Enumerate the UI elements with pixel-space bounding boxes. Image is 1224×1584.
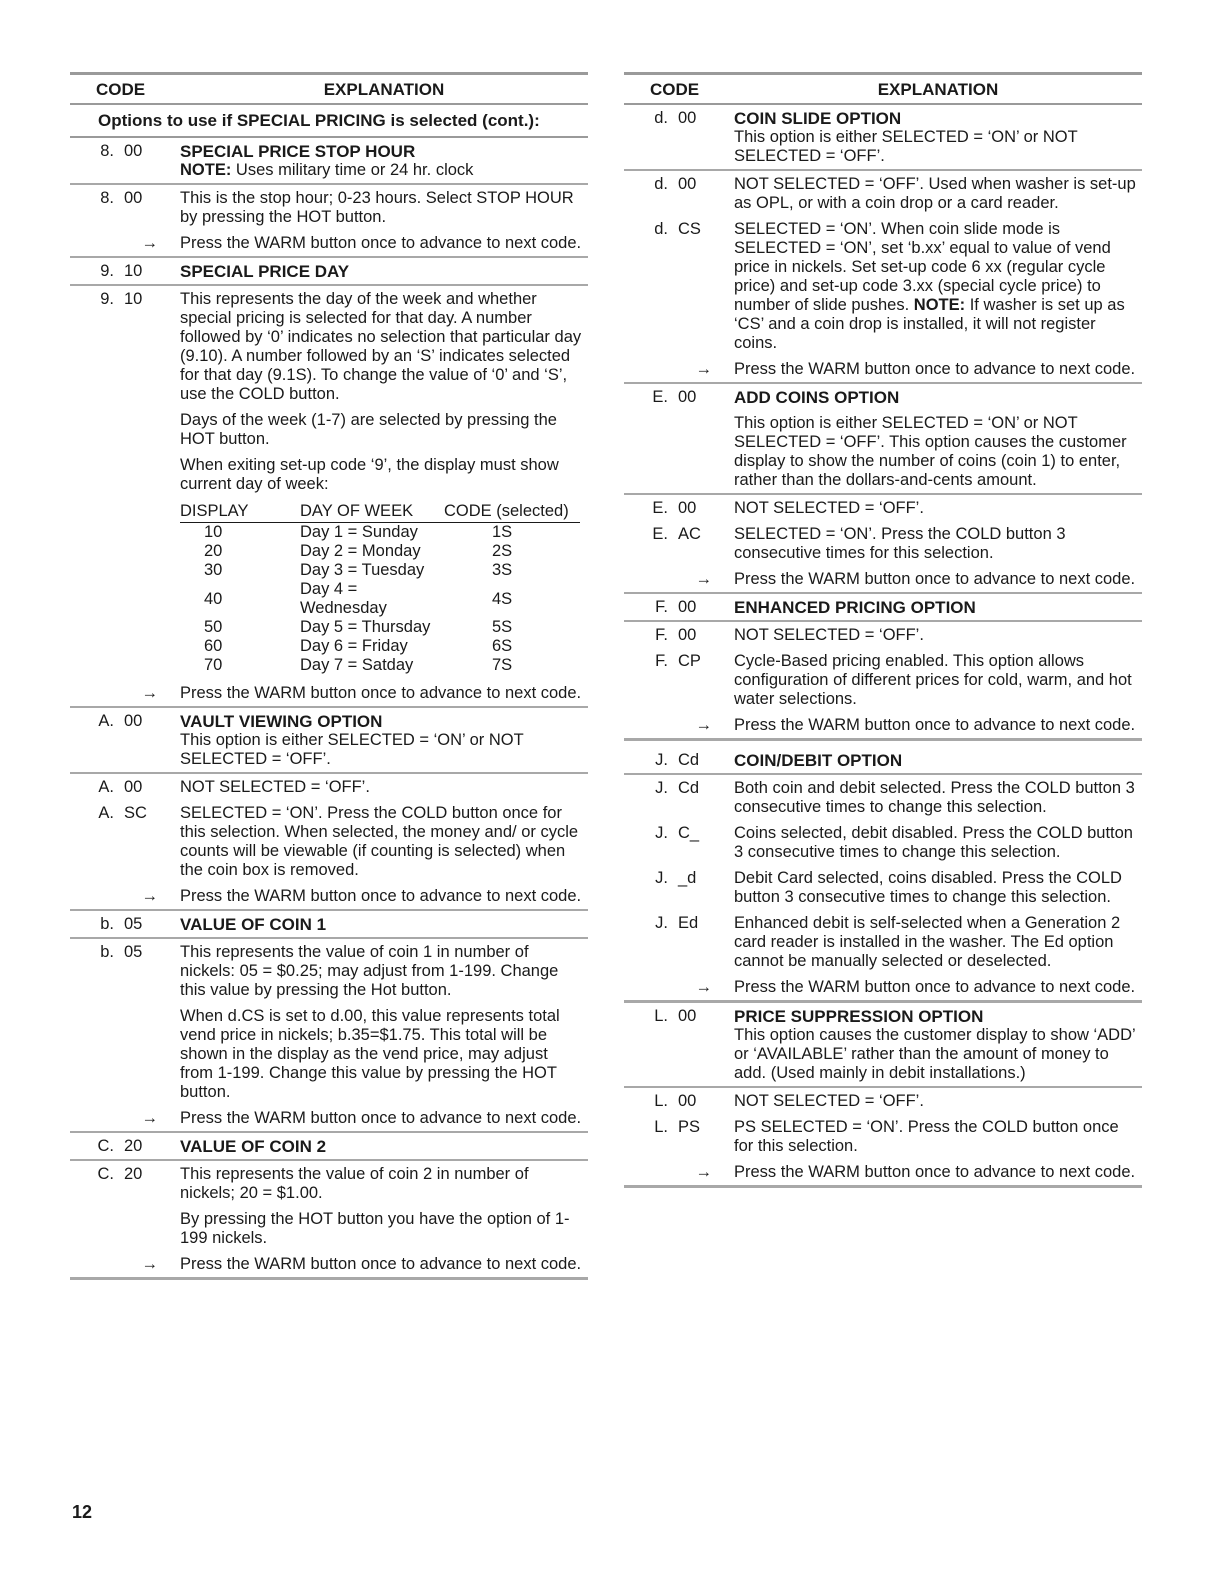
code-value: Ed xyxy=(678,914,699,932)
code-letter: b. xyxy=(100,943,114,961)
table-row: 60 Day 6 = Friday 6S xyxy=(204,637,513,655)
code-value: 00 xyxy=(124,712,143,730)
code-letter: 9. xyxy=(100,262,114,280)
slide-cs-text: SELECTED = ‘ON’. When coin slide mode is SELECTED = ‘ON’, set ‘b.xx’ equal to value of vend price in nickels. Set set-up code 6 xx (regular cycle price) and set-up code 3.xx (special cycle price) to number of slide pushes. xyxy=(734,220,1111,314)
coin1-title-block xyxy=(70,911,588,939)
enhanced-pricing-title-block xyxy=(624,594,1142,622)
arrow-icon: → xyxy=(141,1255,158,1273)
table-row: 40 Day 4 = Wednesday 4S xyxy=(204,580,513,617)
supp-ps-text: PS SELECTED = ‘ON’. Press the COLD button once for this selection. xyxy=(734,1118,1119,1155)
add-coins-text: This option is either SELECTED = ‘ON’ or NOT SELECTED = ‘OFF’. This option causes the customer display to show the number of coins (coin 1) to enter, rather than the dollars-and-cents amount. xyxy=(734,414,1127,489)
vault-options-block xyxy=(70,774,588,911)
stop-hour-note: NOTE: Uses military time or 24 hr. clock xyxy=(180,161,474,179)
debit-ed-text: Enhanced debit is self-selected when a Generation 2 card reader is installed in the washer. The Ed option cannot be manually selected or deselected. xyxy=(734,914,1121,970)
code-value: _d xyxy=(678,869,697,887)
arrow-icon: → xyxy=(695,360,712,378)
code-letter: J. xyxy=(655,869,668,887)
day-block xyxy=(70,286,588,708)
table-row: 20 Day 2 = Monday 2S xyxy=(204,542,513,560)
advance-text: Press the WARM button once to advance to next code. xyxy=(180,234,582,252)
code-letter: J. xyxy=(655,824,668,842)
code-value: 00 xyxy=(678,1007,697,1025)
advance-text: Press the WARM button once to advance to next code. xyxy=(734,1163,1136,1181)
table-row: 70 Day 7 = Satday 7S xyxy=(204,656,513,674)
right-table xyxy=(624,72,1142,1188)
code-value: 00 xyxy=(678,626,697,644)
coin2-paragraph: This represents the value of coin 2 in number of nickels; 20 = $1.00. xyxy=(180,1165,529,1202)
code-value: 10 xyxy=(124,290,143,308)
coin1-block xyxy=(70,939,588,1133)
advance-text: Press the WARM button once to advance to next code. xyxy=(734,978,1136,996)
page-number: 12 xyxy=(72,1502,93,1522)
code-letter: E. xyxy=(652,499,668,517)
stop-hour-block xyxy=(70,185,588,258)
code-letter: F. xyxy=(655,598,668,616)
code-value: 10 xyxy=(124,262,143,280)
code-value: 05 xyxy=(124,915,143,933)
advance-text: Press the WARM button once to advance to next code. xyxy=(180,887,582,905)
slide-off-text: NOT SELECTED = ‘OFF’. Used when washer is set-up as OPL, or with a coin drop or a card reader. xyxy=(734,175,1136,212)
code-value: 00 xyxy=(124,142,143,160)
coin-slide-title-block xyxy=(624,105,1142,171)
arrow-icon: → xyxy=(141,234,158,252)
code-value: 20 xyxy=(124,1137,143,1155)
arrow-icon: → xyxy=(695,570,712,588)
special-price-day-title: SPECIAL PRICE DAY xyxy=(180,262,350,281)
arrow-icon: → xyxy=(695,1163,712,1181)
arrow-icon: → xyxy=(141,887,158,905)
slide-cs-note: If washer is set up as ‘CS’ and a coin drop is installed, it will not register coins. xyxy=(734,296,1125,352)
price-suppression-title-block xyxy=(624,1003,1142,1088)
code-letter: 8. xyxy=(100,189,114,207)
code-value: CP xyxy=(678,652,701,670)
code-value: 00 xyxy=(678,388,697,406)
code-letter: E. xyxy=(652,388,668,406)
day-paragraph: This represents the day of the week and whether special pricing is selected for that day. A number followed by ‘0’ indicates no selection that particular day (9.10). A number followed by an ‘S’ indicates selected for that day (9.1S). To change the value of ‘0’ and ‘S’, use the COLD button. xyxy=(180,290,582,403)
coin-debit-title: COIN/DEBIT OPTION xyxy=(734,751,903,770)
enhanced-pricing-block xyxy=(624,622,1142,741)
code-letter: A. xyxy=(98,778,114,796)
day-paragraph: Days of the week (1-7) are selected by pressing the HOT button. xyxy=(180,411,557,448)
code-value: 00 xyxy=(678,109,697,127)
debit-d-text: Debit Card selected, coins disabled. Press the COLD button 3 consecutive times to change this selection. xyxy=(734,869,1122,906)
vault-sc-text: SELECTED = ‘ON’. Press the COLD button once for this selection. When selected, the money and/ or cycle counts will be viewable (if counting is selected) when the coin box is removed. xyxy=(180,804,579,879)
code-value: CS xyxy=(678,220,701,238)
code-letter: L. xyxy=(654,1092,668,1110)
table-header-cell: DAY OF WEEK xyxy=(300,502,444,523)
vault-viewing-title: VAULT VIEWING OPTION xyxy=(180,712,383,731)
code-value: 00 xyxy=(124,189,143,207)
code-letter: 8. xyxy=(100,142,114,160)
explanation-header: EXPLANATION xyxy=(877,80,999,99)
special-pricing-subheader: Options to use if SPECIAL PRICING is selected (cont.): xyxy=(70,105,588,138)
table-row: 30 Day 3 = Tuesday 3S xyxy=(204,561,513,579)
coin2-paragraph: By pressing the HOT button you have the option of 1-199 nickels. xyxy=(180,1210,570,1247)
code-value: 00 xyxy=(678,598,697,616)
code-letter: J. xyxy=(655,914,668,932)
advance-text: Press the WARM button once to advance to next code. xyxy=(734,360,1136,378)
advance-text: Press the WARM button once to advance to next code. xyxy=(180,684,582,702)
arrow-icon: → xyxy=(141,1109,158,1127)
coin2-title-block xyxy=(70,1133,588,1161)
price-suppression-text: This option causes the customer display to show ‘ADD’ or ‘AVAILABLE’ rather than the amount of money to add. (Used mainly in debit installations.) xyxy=(734,1026,1136,1082)
code-header: CODE xyxy=(650,80,700,99)
code-letter: L. xyxy=(654,1118,668,1136)
table-row: 10 Day 1 = Sunday 1S xyxy=(204,523,513,541)
price-suppression-block xyxy=(624,1088,1142,1188)
table-header-cell: DISPLAY xyxy=(180,502,300,523)
add-off-text: NOT SELECTED = ‘OFF’. xyxy=(734,499,924,517)
code-letter: d. xyxy=(654,220,668,238)
code-letter: A. xyxy=(98,712,114,730)
vault-off-text: NOT SELECTED = ‘OFF’. xyxy=(180,778,370,796)
code-value: AC xyxy=(678,525,701,543)
enhanced-pricing-title: ENHANCED PRICING OPTION xyxy=(734,598,976,617)
stop-hour-title: SPECIAL PRICE STOP HOUR xyxy=(180,142,416,161)
vault-viewing-text: This option is either SELECTED = ‘ON’ or NOT SELECTED = ‘OFF’. xyxy=(180,731,524,768)
add-ac-text: SELECTED = ‘ON’. Press the COLD button 3 consecutive times for this selection. xyxy=(734,525,1066,562)
coin-slide-options-block xyxy=(624,171,1142,384)
code-value: 05 xyxy=(124,943,143,961)
supp-off-text: NOT SELECTED = ‘OFF’. xyxy=(734,1092,924,1110)
note-label: NOTE: xyxy=(913,296,966,314)
coin1-paragraph: When d.CS is set to d.00, this value represents total vend price in nickels; b.35=$1.75. This total will be shown in the display as the vend price, may adjust from 1-199. Change this value by pressing the HOT button. xyxy=(180,1007,560,1101)
arrow-icon: → xyxy=(695,716,712,734)
value-of-coin2-title: VALUE OF COIN 2 xyxy=(180,1137,327,1156)
table-header xyxy=(624,72,1142,105)
code-letter: F. xyxy=(655,652,668,670)
left-table xyxy=(70,72,588,1280)
explanation-header: EXPLANATION xyxy=(323,80,445,99)
advance-text: Press the WARM button once to advance to next code. xyxy=(180,1109,582,1127)
coin-slide-title: COIN SLIDE OPTION xyxy=(734,109,902,128)
code-value: PS xyxy=(678,1118,701,1136)
table-row: 50 Day 5 = Thursday 5S xyxy=(204,618,513,636)
stop-hour-text: This is the stop hour; 0-23 hours. Select STOP HOUR by pressing the HOT button. xyxy=(180,189,574,226)
code-letter: C. xyxy=(97,1137,114,1155)
code-value: 20 xyxy=(124,1165,143,1183)
enh-cp-text: Cycle-Based pricing enabled. This option allows configuration of different prices for cold, warm, and hot water selections. xyxy=(734,652,1132,708)
code-letter: 9. xyxy=(100,290,114,308)
advance-text: Press the WARM button once to advance to next code. xyxy=(734,716,1136,734)
code-letter: E. xyxy=(652,525,668,543)
code-value: 00 xyxy=(124,778,143,796)
price-suppression-title: PRICE SUPPRESSION OPTION xyxy=(734,1007,984,1026)
value-of-coin1-title: VALUE OF COIN 1 xyxy=(180,915,327,934)
stop-hour-title-block xyxy=(70,138,588,185)
enh-off-text: NOT SELECTED = ‘OFF’. xyxy=(734,626,924,644)
advance-text: Press the WARM button once to advance to next code. xyxy=(734,570,1136,588)
code-value: 00 xyxy=(678,175,697,193)
code-letter: L. xyxy=(654,1007,668,1025)
code-letter: d. xyxy=(654,109,668,127)
code-letter: b. xyxy=(100,915,114,933)
advance-text: Press the WARM button once to advance to next code. xyxy=(180,1255,582,1273)
code-value: Cd xyxy=(678,751,700,769)
add-coins-options-block xyxy=(624,495,1142,594)
debit-c-text: Coins selected, debit disabled. Press the COLD button 3 consecutive times to change this selection. xyxy=(734,824,1133,861)
coin-debit-block xyxy=(624,775,1142,1003)
code-letter: A. xyxy=(98,804,114,822)
table-header xyxy=(70,72,588,105)
code-letter: d. xyxy=(654,175,668,193)
coin-slide-text: This option is either SELECTED = ‘ON’ or NOT SELECTED = ‘OFF’. xyxy=(734,128,1078,165)
coin1-paragraph: This represents the value of coin 1 in number of nickels: 05 = $0.25; may adjust from 1-199. Change this value by pressing the Hot button. xyxy=(180,943,559,999)
code-value: SC xyxy=(124,804,147,822)
day-of-week-table xyxy=(180,502,580,675)
code-value: 00 xyxy=(678,1092,697,1110)
code-header: CODE xyxy=(96,80,146,99)
table-header-cell: CODE (selected) xyxy=(444,502,580,523)
coin2-block xyxy=(70,1161,588,1280)
add-coins-title: ADD COINS OPTION xyxy=(734,388,900,407)
code-value: Cd xyxy=(678,779,700,797)
arrow-icon: → xyxy=(695,978,712,996)
day-title-block xyxy=(70,258,588,286)
code-value: C_ xyxy=(678,824,700,842)
code-letter: C. xyxy=(97,1165,114,1183)
debit-cd-text: Both coin and debit selected. Press the COLD button 3 consecutive times to change this selection. xyxy=(734,779,1135,816)
code-value: 00 xyxy=(678,499,697,517)
coin-debit-title-block xyxy=(624,747,1142,775)
code-letter: J. xyxy=(655,751,668,769)
code-letter: J. xyxy=(655,779,668,797)
code-letter: F. xyxy=(655,626,668,644)
add-coins-title-block xyxy=(624,384,1142,495)
day-paragraph: When exiting set-up code ‘9’, the display must show current day of week: xyxy=(180,456,559,493)
arrow-icon: → xyxy=(141,684,158,702)
vault-title-block xyxy=(70,708,588,774)
